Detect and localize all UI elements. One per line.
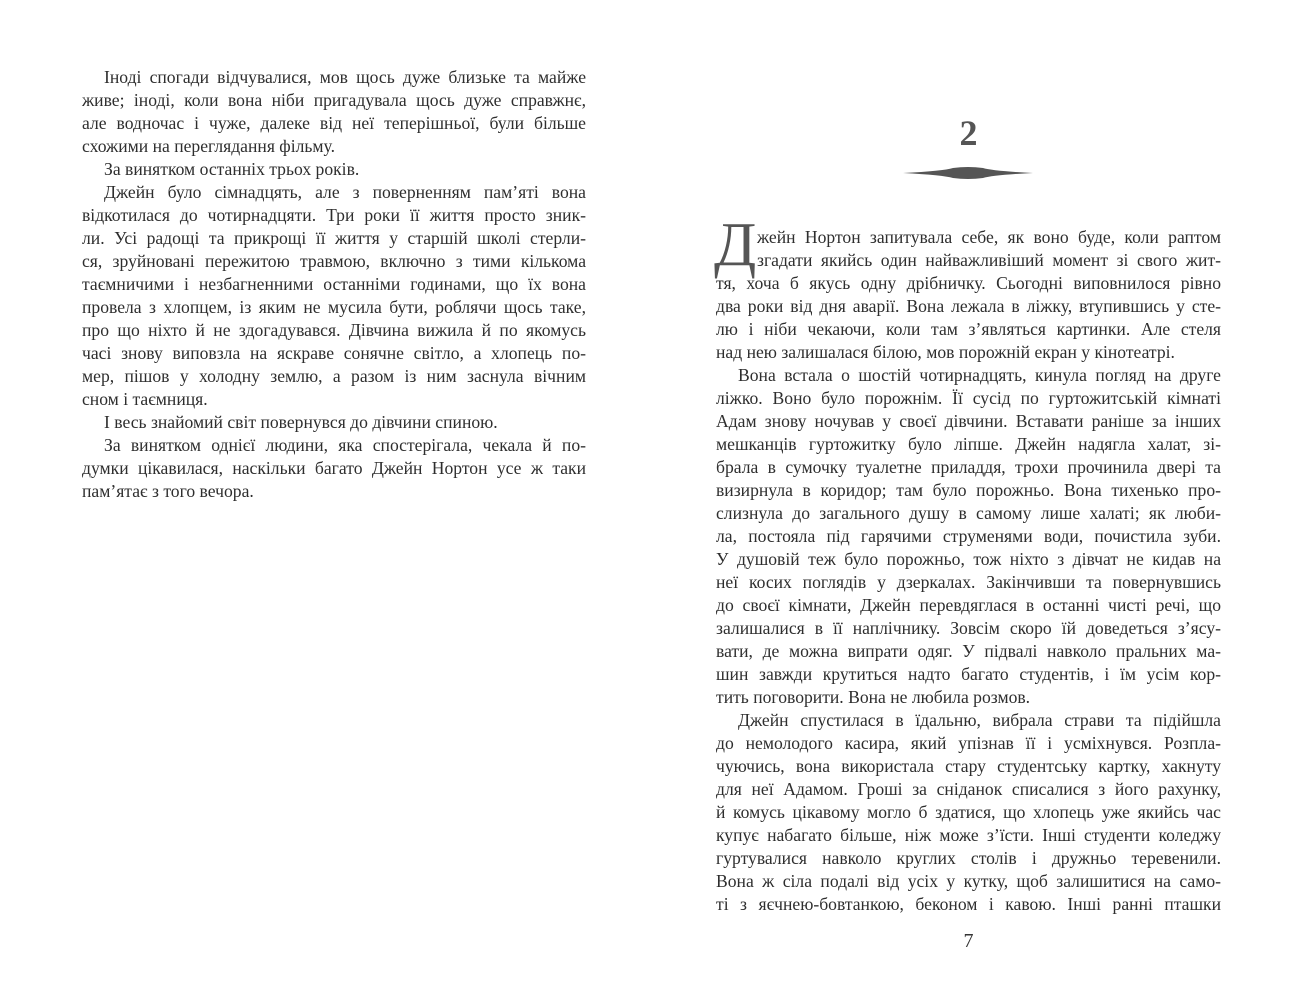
text-line: брала в сумочку туалетне приладдя, трохи прочинила двері та [716, 457, 1221, 477]
text-line: Джейн спустилася в їдальню, вибрала страви та підійшла [738, 710, 1221, 730]
paragraph [716, 364, 1221, 709]
chapter-ornament-divider [903, 166, 1033, 180]
chapter-header [716, 0, 1221, 200]
text-line: Вона ж сіла подалі від усіх у кутку, щоб залишитися на само- [716, 871, 1221, 891]
text-line: мешканців гуртожитку було ліпше. Джейн надягла халат, зі- [716, 434, 1221, 454]
text-line: Вона встала о шостій чотирнадцять, кинула погляд на друге [738, 365, 1221, 385]
page-number: 7 [963, 930, 974, 952]
paragraph [716, 226, 1221, 364]
text-line: визирнула в коридор; там було порожньо. Вона тихенько про- [716, 480, 1221, 500]
paragraph [716, 709, 1221, 916]
text-line: згадати якийсь один найважливіший момент зі свого жит- [757, 250, 1221, 270]
right-page-text [716, 226, 1221, 916]
text-line: неї косих поглядів у дзеркалах. Закінчивши та повернувшись [716, 572, 1221, 592]
text-line: таємничими і незбагненними останніми годинами, що їх вона [82, 274, 586, 294]
text-line: За винятком останніх трьох років. [104, 159, 360, 179]
left-page-text [82, 66, 586, 503]
text-line: сном і таємниця. [82, 389, 208, 409]
text-line: тя, хоча б якусь одну дрібничку. Сьогодні виповнилося рівно [716, 273, 1221, 293]
drop-cap: Д [714, 211, 757, 279]
text-line: живе; іноді, коли вона ніби пригадувала щось дуже справжнє, [82, 90, 586, 110]
text-line: схожими на переглядання фільму. [82, 136, 335, 156]
text-line: ла, постояла під гарячими струменями води, почистила зуби. [716, 526, 1221, 546]
paragraph [82, 434, 586, 503]
text-line: відкотилася до чотирнадцяти. Три роки її життя просто зник- [82, 205, 586, 225]
text-line: жейн Нортон запитувала себе, як воно буде, коли раптом [757, 227, 1221, 247]
text-line: над нею залишалася білою, мов порожній екран у кінотеатрі. [716, 342, 1175, 362]
text-line: чуючись, вона використала стару студентську картку, хакнуту [716, 756, 1221, 776]
text-line: для неї Адамом. Гроші за сніданок списалися з його рахунку, [716, 779, 1221, 799]
text-line: але водночас і чуже, далеке від неї теперішньої, були більше [82, 113, 586, 133]
text-line: два роки від дня аварії. Вона лежала в ліжку, втупившись у сте- [716, 296, 1221, 316]
text-line: вати, де можна випрати одяг. У підвалі навколо пральних ма- [716, 641, 1221, 661]
text-line: часі знову виповзла на яскраве сонячне світло, а хлопець по- [82, 343, 586, 363]
paragraph [82, 411, 586, 434]
text-line: Адам знову ночував у своєї дівчини. Вставати раніше за інших [716, 411, 1221, 431]
text-line: лю і ніби чекаючи, коли там з’являться картинки. Але стеля [716, 319, 1221, 339]
text-line: У душовій теж було порожньо, тож ніхто з дівчат не кидав на [716, 549, 1221, 569]
text-line: ліжко. Воно було порожнім. Її сусід по гуртожитській кімнаті [716, 388, 1221, 408]
paragraph [82, 66, 586, 158]
text-line: до немолодого касира, який упізнав її і усміхнувся. Розпла- [716, 733, 1221, 753]
text-line: ся, зруйновані пережитою травмою, включно з тими кількома [82, 251, 586, 271]
text-line: слизнула до загального душу в самому лише халаті; як люби- [716, 503, 1221, 523]
text-line: Джейн було сімнадцять, але з поверненням пам’яті вона [104, 182, 586, 202]
text-line: гуртувалися навколо круглих столів і дружньо теревенили. [716, 848, 1221, 868]
text-line: пам’ятає з того вечора. [82, 481, 254, 501]
text-line: ли. Усі радощі та прикрощі її життя у старшій школі стерли- [82, 228, 586, 248]
text-line: І весь знайомий світ повернувся до дівчини спиною. [104, 412, 498, 432]
text-line: провела з хлопцем, із яким не мусила бути, роблячи щось таке, [82, 297, 586, 317]
text-line: шин завжди крутиться надто багато студентів, і їм усім кор- [716, 664, 1221, 684]
text-line: про що ніхто й не здогадувався. Дівчина вижила й по якомусь [82, 320, 586, 340]
text-line: залишалися в її наплічнику. Зовсім скоро їй доведеться з’ясу- [716, 618, 1221, 638]
text-line: купує набагато більше, ніж може з’їсти. Інші студенти коледжу [716, 825, 1221, 845]
text-line: ті з яєчнею-бовтанкою, беконом і кавою. Інші ранні пташки [716, 894, 1221, 914]
text-line: мер, пішов у холодну землю, а разом із ним заснула вічним [82, 366, 586, 386]
text-line: За винятком однієї людини, яка спостерігала, чекала й по- [104, 435, 586, 455]
text-line: до своєї кімнати, Джейн перевдяглася в останні чисті речі, що [716, 595, 1221, 615]
text-line: Іноді спогади відчувалися, мов щось дуже близьке та майже [104, 67, 586, 87]
paragraph [82, 181, 586, 411]
chapter-number: 2 [959, 113, 978, 153]
paragraph [82, 158, 586, 181]
text-line: думки цікавилася, наскільки багато Джейн Нортон усе ж таки [82, 458, 586, 478]
text-line: й комусь цікавому могло б здатися, що хлопець уже якийсь час [716, 802, 1221, 822]
text-line: тить поговорити. Вона не любила розмов. [716, 687, 1031, 707]
